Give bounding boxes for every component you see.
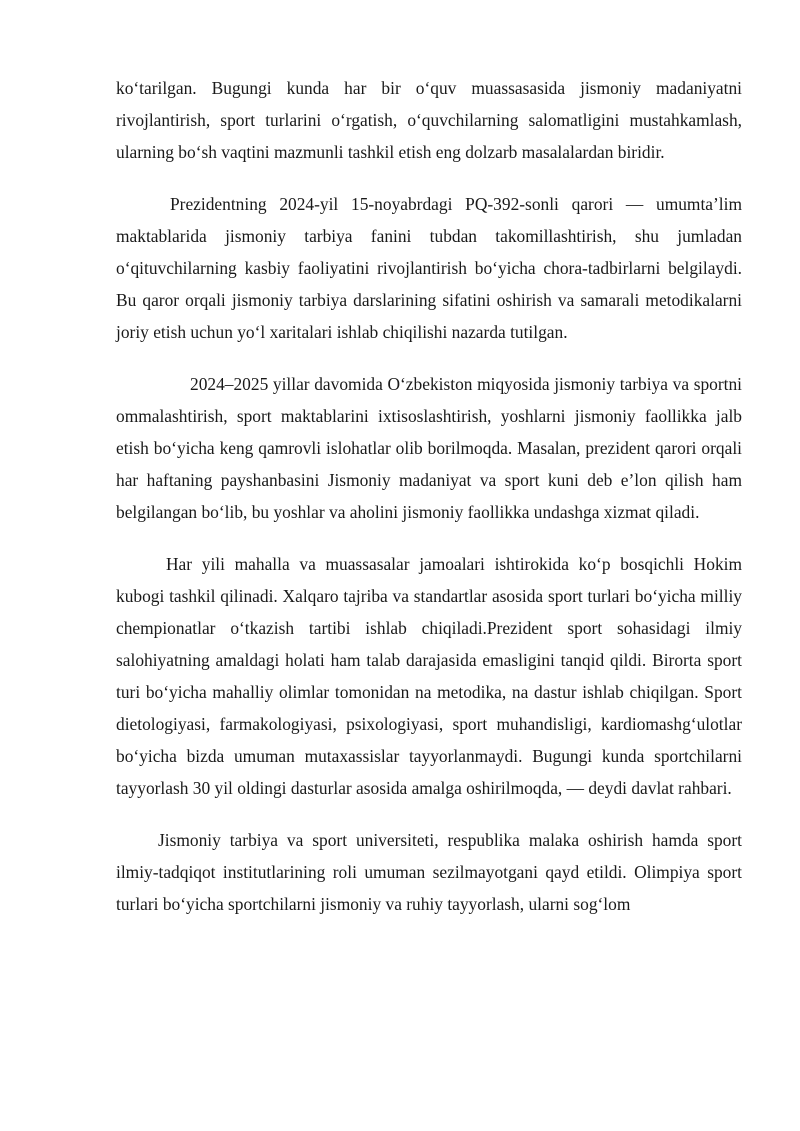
paragraph-1: ko‘tarilgan. Bugungi kunda har bir o‘quv muassasasida jismoniy madaniyatni rivojlantirish, sport turlarini o‘rgatish, o‘quvchilarning salomatligini mustahkamlash, ularning bo‘sh vaqtini mazmunli tashkil etish eng dolzarb masalalardan biridir.: [116, 78, 742, 162]
paragraph-2: Prezidentning 2024-yil 15-noyabrdagi PQ-392-sonli qarori — umumta’lim maktablarida jismoniy tarbiya fanini tubdan takomillashtirish, shu jumladan o‘qituvchilarning kasbiy faoliyatini rivojlantirish bo‘yicha chora-tadbirlarni belgilaydi. Bu qaror orqali jismoniy tarbiya darslarining sifatini oshirish va samarali metodikalarni joriy etish uchun yo‘l xaritalari ishlab chiqilishi nazarda tutilgan.: [116, 194, 742, 342]
document-page: [116, 72, 742, 920]
paragraph-3: 2024–2025 yillar davomida O‘zbekiston miqyosida jismoniy tarbiya va sportni ommalashtirish, sport maktablarini ixtisoslashtirish, yoshlarni jismoniy faollikka jalb etish bo‘yicha keng qamrovli islohatlar olib borilmoqda. Masalan, prezident qarori orqali har haftaning payshanbasini Jismoniy madaniyat va sport kuni deb e’lon qilish ham belgilangan bo‘lib, bu yoshlar va aholini jismoniy faollikka undashga xizmat qiladi.: [116, 374, 742, 522]
paragraph-4: Har yili mahalla va muassasalar jamoalari ishtirokida ko‘p bosqichli Hokim kubogi tashkil qilinadi. Xalqaro tajriba va standartlar asosida sport turlari bo‘yicha milliy chempionatlar o‘tkazish tartibi ishlab chiqiladi.Prezident sport sohasidagi ilmiy salohiyatning amaldagi holati ham talab darajasida emasligini tanqid qildi. Birorta sport turi bo‘yicha mahalliy olimlar tomonidan na metodika, na dastur ishlab chiqilgan. Sport dietologiyasi, farmakologiyasi, psixologiyasi, sport muhandisligi, kardiomashg‘ulotlar bo‘yicha bizda umuman mutaxassislar tayyorlanmaydi. Bugungi kunda sportchilarni tayyorlash 30 yil oldingi dasturlar asosida amalga oshirilmoqda, — deydi davlat rahbari.: [116, 554, 742, 798]
paragraph-5: Jismoniy tarbiya va sport universiteti, respublika malaka oshirish hamda sport ilmiy-tadqiqot institutlarining roli umuman sezilmayotgani qayd etildi. Olimpiya sport turlari bo‘yicha sportchilarni jismoniy va ruhiy tayyorlash, ularni sog‘lom: [116, 830, 742, 914]
